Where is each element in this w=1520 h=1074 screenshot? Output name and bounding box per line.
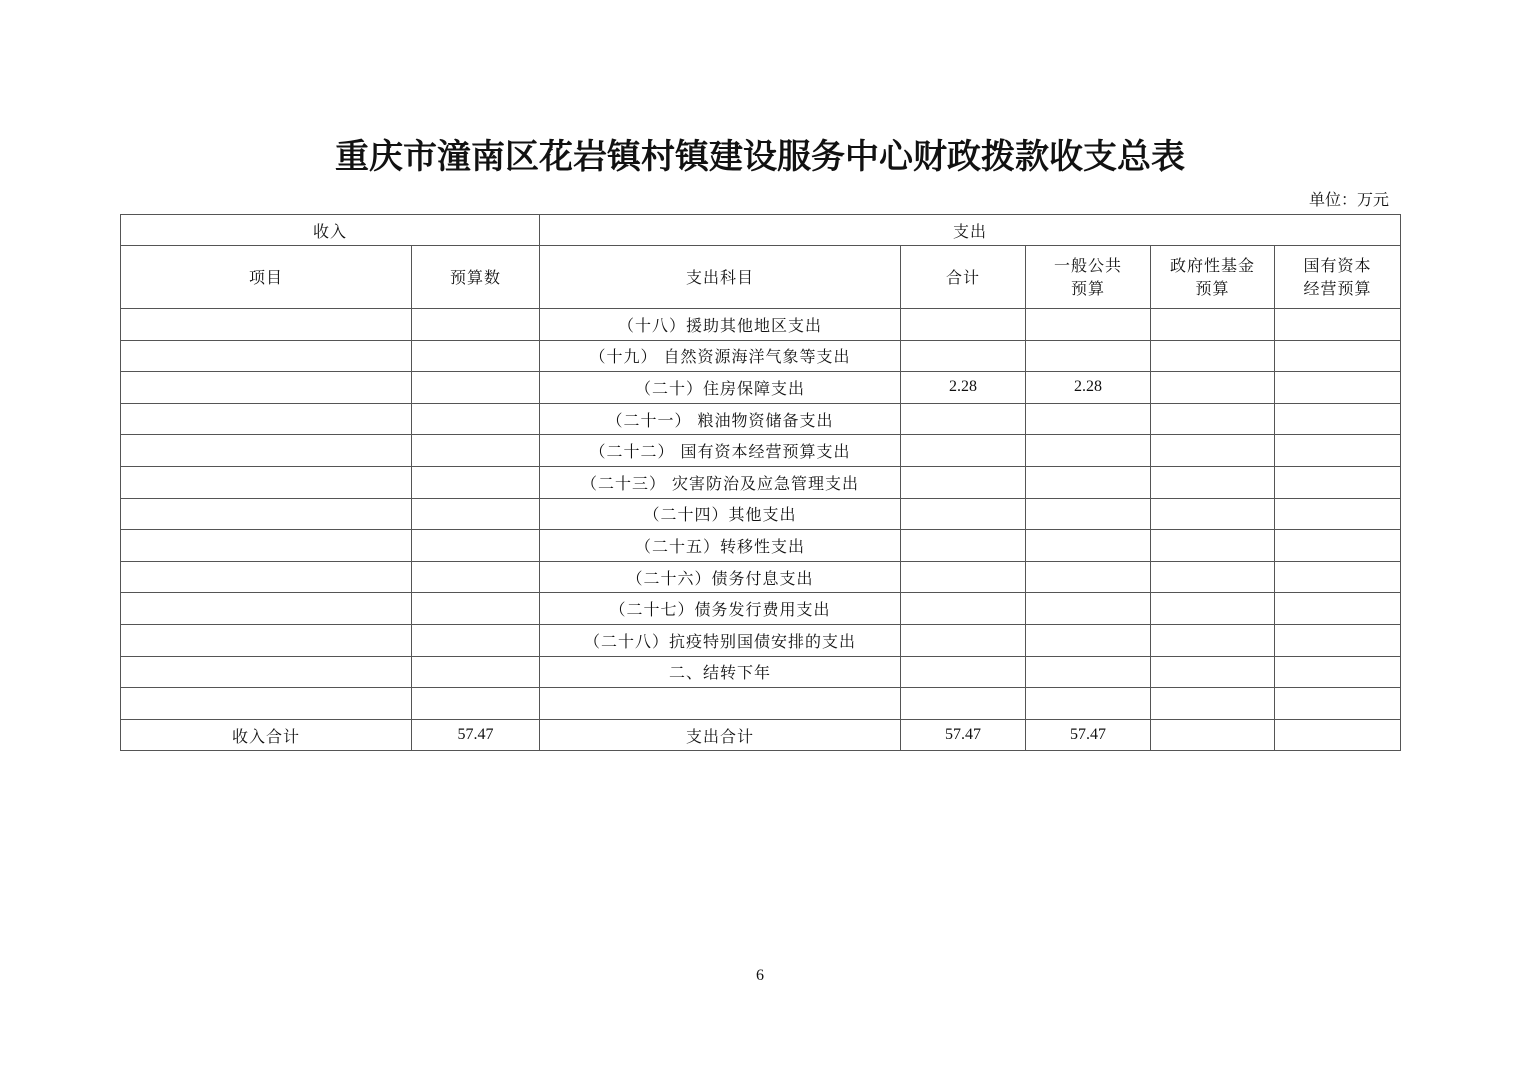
cell-fund	[1151, 624, 1275, 656]
cell-item	[121, 466, 412, 498]
cell-fund	[1151, 656, 1275, 688]
cell-budget	[412, 403, 540, 435]
table-row	[121, 530, 1401, 562]
col-header-general	[1026, 246, 1151, 309]
cell-budget	[412, 624, 540, 656]
cell-general	[1026, 656, 1151, 688]
cell-fund	[1151, 688, 1275, 720]
col-header-fund-line2: 预算	[1195, 279, 1230, 298]
cell-budget	[412, 530, 540, 562]
cell-budget	[412, 372, 540, 404]
cell-capital	[1275, 309, 1401, 341]
cell-total	[901, 530, 1026, 562]
cell-capital	[1275, 624, 1401, 656]
expense-capital-total	[1275, 719, 1401, 751]
table-row	[121, 403, 1401, 435]
cell-budget	[412, 688, 540, 720]
expense-total-value: 57.47	[901, 719, 1026, 751]
page-title: 重庆市潼南区花岩镇村镇建设服务中心财政拨款收支总表	[335, 137, 1185, 177]
cell-total	[901, 561, 1026, 593]
cell-general	[1026, 403, 1151, 435]
col-header-capital	[1275, 246, 1401, 309]
cell-item	[121, 624, 412, 656]
table-row	[121, 656, 1401, 688]
cell-general	[1026, 466, 1151, 498]
col-header-fund-line1: 政府性基金	[1170, 256, 1256, 275]
cell-subject: （二十三） 灾害防治及应急管理支出	[540, 466, 901, 498]
col-header-capital-line2: 经营预算	[1303, 279, 1372, 298]
income-header: 收入	[121, 215, 540, 246]
cell-general	[1026, 498, 1151, 530]
expense-fund-total	[1151, 719, 1275, 751]
cell-total	[901, 340, 1026, 372]
income-total-label: 收入合计	[121, 719, 412, 751]
cell-item	[121, 309, 412, 341]
table-row	[121, 309, 1401, 341]
expense-general-total: 57.47	[1026, 719, 1151, 751]
cell-capital	[1275, 372, 1401, 404]
cell-general	[1026, 593, 1151, 625]
table-row	[121, 466, 1401, 498]
table-row	[121, 593, 1401, 625]
table-row	[121, 340, 1401, 372]
cell-fund	[1151, 530, 1275, 562]
table-row	[121, 498, 1401, 530]
cell-item	[121, 435, 412, 467]
table-row	[121, 372, 1401, 404]
cell-subject: （二十四）其他支出	[540, 498, 901, 530]
cell-general	[1026, 624, 1151, 656]
cell-budget	[412, 435, 540, 467]
cell-budget	[412, 498, 540, 530]
cell-total	[901, 593, 1026, 625]
cell-item	[121, 372, 412, 404]
cell-capital	[1275, 561, 1401, 593]
cell-capital	[1275, 530, 1401, 562]
cell-capital	[1275, 435, 1401, 467]
cell-subject: （二十八）抗疫特别国债安排的支出	[540, 624, 901, 656]
cell-general	[1026, 340, 1151, 372]
table-row	[121, 624, 1401, 656]
cell-subject: （二十六）债务付息支出	[540, 561, 901, 593]
cell-total	[901, 309, 1026, 341]
cell-subject: （十八）援助其他地区支出	[540, 309, 901, 341]
table-row	[121, 435, 1401, 467]
col-header-item: 项目	[121, 246, 412, 309]
cell-item	[121, 340, 412, 372]
cell-item	[121, 530, 412, 562]
col-header-subject: 支出科目	[540, 246, 901, 309]
header-row-columns	[121, 246, 1401, 309]
cell-item	[121, 593, 412, 625]
cell-fund	[1151, 498, 1275, 530]
cell-fund	[1151, 403, 1275, 435]
cell-capital	[1275, 466, 1401, 498]
cell-total	[901, 466, 1026, 498]
cell-fund	[1151, 466, 1275, 498]
cell-capital	[1275, 403, 1401, 435]
cell-fund	[1151, 340, 1275, 372]
cell-capital	[1275, 688, 1401, 720]
expense-header: 支出	[540, 215, 1401, 246]
cell-total	[901, 403, 1026, 435]
cell-capital	[1275, 498, 1401, 530]
cell-fund	[1151, 309, 1275, 341]
cell-item	[121, 498, 412, 530]
col-header-budget: 预算数	[412, 246, 540, 309]
header-row-section	[121, 215, 1401, 246]
cell-fund	[1151, 561, 1275, 593]
col-header-fund	[1151, 246, 1275, 309]
cell-fund	[1151, 372, 1275, 404]
cell-total	[901, 498, 1026, 530]
cell-general: 2.28	[1026, 372, 1151, 404]
cell-general	[1026, 688, 1151, 720]
cell-capital	[1275, 340, 1401, 372]
cell-total	[901, 435, 1026, 467]
cell-subject: （二十二） 国有资本经营预算支出	[540, 435, 901, 467]
cell-subject: （二十）住房保障支出	[540, 372, 901, 404]
col-header-capital-line1: 国有资本	[1303, 256, 1372, 275]
col-header-general-line2: 预算	[1071, 279, 1106, 298]
cell-general	[1026, 309, 1151, 341]
cell-budget	[412, 561, 540, 593]
cell-total: 2.28	[901, 372, 1026, 404]
cell-subject: （二十五）转移性支出	[540, 530, 901, 562]
cell-item	[121, 403, 412, 435]
cell-subject: （二十七）债务发行费用支出	[540, 593, 901, 625]
table-row	[121, 688, 1401, 720]
cell-budget	[412, 593, 540, 625]
cell-budget	[412, 466, 540, 498]
cell-subject	[540, 688, 901, 720]
cell-item	[121, 656, 412, 688]
col-header-total: 合计	[901, 246, 1026, 309]
cell-budget	[412, 656, 540, 688]
cell-budget	[412, 340, 540, 372]
unit-label: 单位：万元	[1308, 190, 1389, 209]
cell-total	[901, 688, 1026, 720]
cell-general	[1026, 530, 1151, 562]
budget-table	[120, 214, 1401, 751]
cell-general	[1026, 561, 1151, 593]
cell-subject: 二、结转下年	[540, 656, 901, 688]
income-total-value: 57.47	[412, 719, 540, 751]
cell-total	[901, 656, 1026, 688]
cell-item	[121, 688, 412, 720]
totals-row	[121, 719, 1401, 751]
cell-fund	[1151, 435, 1275, 467]
cell-item	[121, 561, 412, 593]
cell-fund	[1151, 593, 1275, 625]
col-header-general-line1: 一般公共	[1054, 256, 1123, 275]
cell-capital	[1275, 656, 1401, 688]
cell-subject: （二十一） 粮油物资储备支出	[540, 403, 901, 435]
expense-total-label: 支出合计	[540, 719, 901, 751]
cell-total	[901, 624, 1026, 656]
cell-subject: （十九） 自然资源海洋气象等支出	[540, 340, 901, 372]
table-row	[121, 561, 1401, 593]
page-number: 6	[756, 967, 764, 984]
cell-capital	[1275, 593, 1401, 625]
cell-general	[1026, 435, 1151, 467]
cell-budget	[412, 309, 540, 341]
